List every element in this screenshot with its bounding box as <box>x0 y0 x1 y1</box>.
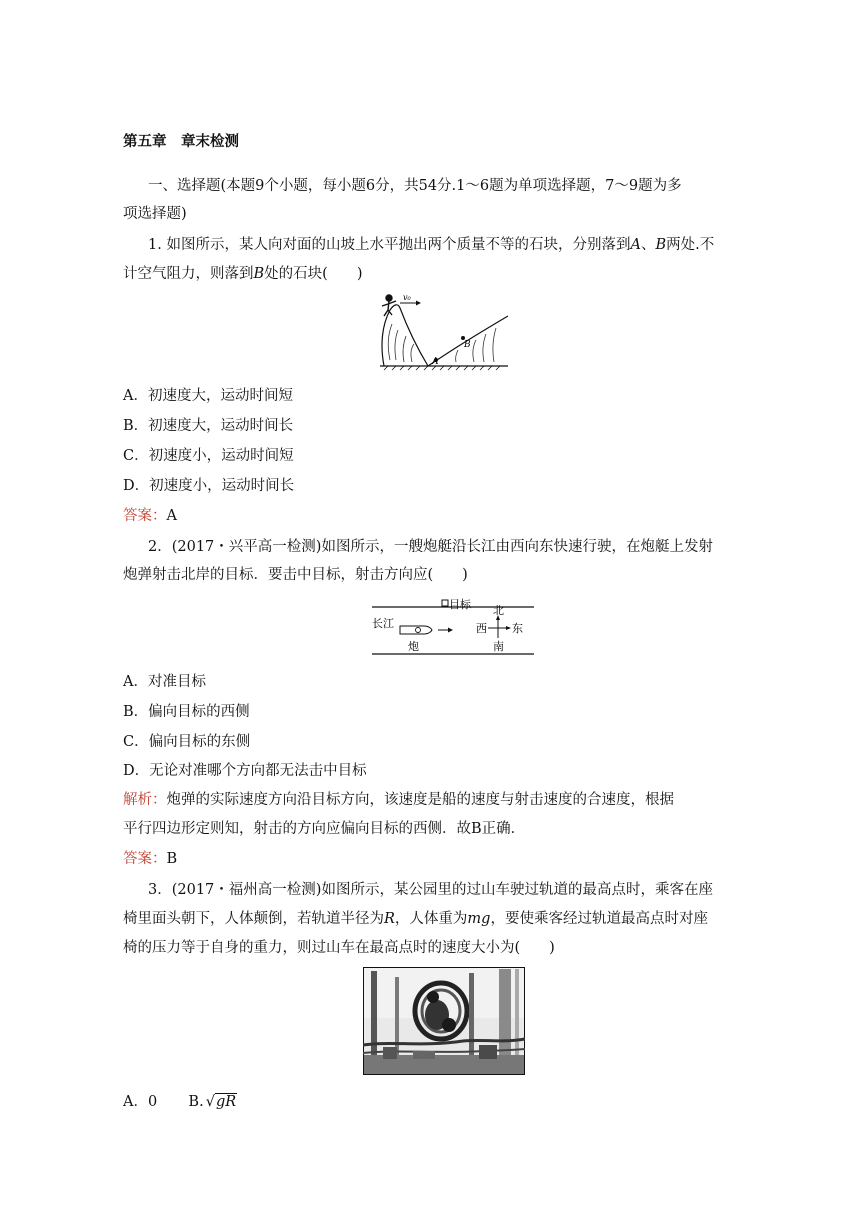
q1-option-c: C．初速度小，运动时间短 <box>123 448 294 464</box>
page-title: 第五章 章末检测 <box>123 134 239 150</box>
river-label: 长江 <box>372 617 394 630</box>
q2-analysis-line2: 平行四边形定则知，射击的方向应偏向目标的西侧．故B正确． <box>123 821 526 837</box>
q3-option-a: A．0 <box>123 1094 158 1110</box>
q1-option-a: A．初速度大，运动时间短 <box>123 388 293 404</box>
gun-label: 炮 <box>408 640 419 653</box>
q1-option-b: B．初速度大，运动时间长 <box>123 418 294 434</box>
west-label: 西 <box>476 622 487 635</box>
v0-label: v₀ <box>403 293 411 302</box>
q1-sep: 、 <box>640 237 656 253</box>
q1-answer-label: 答案： <box>123 508 167 524</box>
q1-stem-line2 <box>123 264 362 284</box>
south-label: 南 <box>493 640 504 653</box>
q1-stem2-point-b: B <box>253 266 265 282</box>
q2-analysis-label: 解析： <box>123 792 167 808</box>
q1-point-b: B <box>655 237 667 253</box>
q1-answer-value: A <box>166 508 177 524</box>
q2-option-a: A．对准目标 <box>123 674 206 690</box>
q3-rollercoaster-photo <box>363 967 525 1075</box>
q2-answer <box>123 849 177 869</box>
q2-analysis-line1 <box>123 790 674 810</box>
q2-analysis-text: 炮弹的实际速度方向沿目标方向，该速度是船的速度与射击速度的合速度，根据 <box>166 792 674 808</box>
north-label: 北 <box>493 604 504 617</box>
q2-option-b: B．偏向目标的西侧 <box>123 704 250 720</box>
q3-option-b-value: gR <box>215 1094 237 1110</box>
section-heading-line1: 一、选择题(本题9个小题，每小题6分，共54分.1～6题为单项选择题，7～9题为多 <box>148 178 682 194</box>
q3-var-mg: mg <box>467 911 491 927</box>
boat-icon <box>400 626 432 634</box>
section-heading-line2: 项选择题) <box>123 206 187 222</box>
q1-stem2-end: 处的石块( ) <box>264 266 363 282</box>
q3-option-b-label: B. <box>188 1094 204 1110</box>
q1-stem2-text: 计空气阻力，则落到 <box>123 266 254 282</box>
q3-stem-line2 <box>123 909 708 929</box>
q1-stem-text: 1. 如图所示，某人向对面的山坡上水平抛出两个质量不等的石块，分别落到 <box>148 237 631 253</box>
target-label: 目标 <box>449 598 471 611</box>
q1-hill-figure <box>376 290 512 372</box>
q1-stem-line1 <box>148 235 714 255</box>
q3-stem-line1: 3．(2017・福州高一检测)如图所示，某公园里的过山车驶过轨道的最高点时，乘客在座 <box>148 882 713 898</box>
q2-option-d: D．无论对准哪个方向都无法击中目标 <box>123 763 367 779</box>
q2-stem-line1: 2．(2017・兴平高一检测)如图所示，一艘炮艇沿长江由西向东快速行驶，在炮艇上发射 <box>148 539 713 555</box>
compass-icon <box>488 615 511 638</box>
q1-stem-end: 两处.不 <box>666 237 715 253</box>
q1-point-a: A <box>630 237 641 253</box>
q3-stem2-mid: ，人体重为 <box>394 911 468 927</box>
q2-answer-value: B <box>166 851 178 867</box>
q3-stem2-end: ，要使乘客经过轨道最高点时对座 <box>490 911 708 927</box>
east-label: 东 <box>512 622 523 635</box>
q2-stem-line2: 炮弹射击北岸的目标．要击中目标，射击方向应( ) <box>123 567 468 583</box>
q2-option-c: C．偏向目标的东侧 <box>123 734 251 750</box>
fig-label-a: A <box>432 357 439 367</box>
sqrt-icon: √gR <box>205 1094 237 1110</box>
q3-options-row <box>123 1092 237 1112</box>
q1-answer <box>123 506 177 526</box>
q2-answer-label: 答案： <box>123 851 167 867</box>
q3-stem2-text: 椅里面头朝下，人体颠倒，若轨道半径为 <box>123 911 384 927</box>
q1-option-d: D．初速度小，运动时间长 <box>123 478 295 494</box>
q3-var-r: R <box>384 911 395 927</box>
q2-river-figure <box>370 596 536 658</box>
fig-label-b: B <box>464 340 471 350</box>
q3-stem-line3: 椅的压力等于自身的重力，则过山车在最高点时的速度大小为( ) <box>123 940 555 956</box>
